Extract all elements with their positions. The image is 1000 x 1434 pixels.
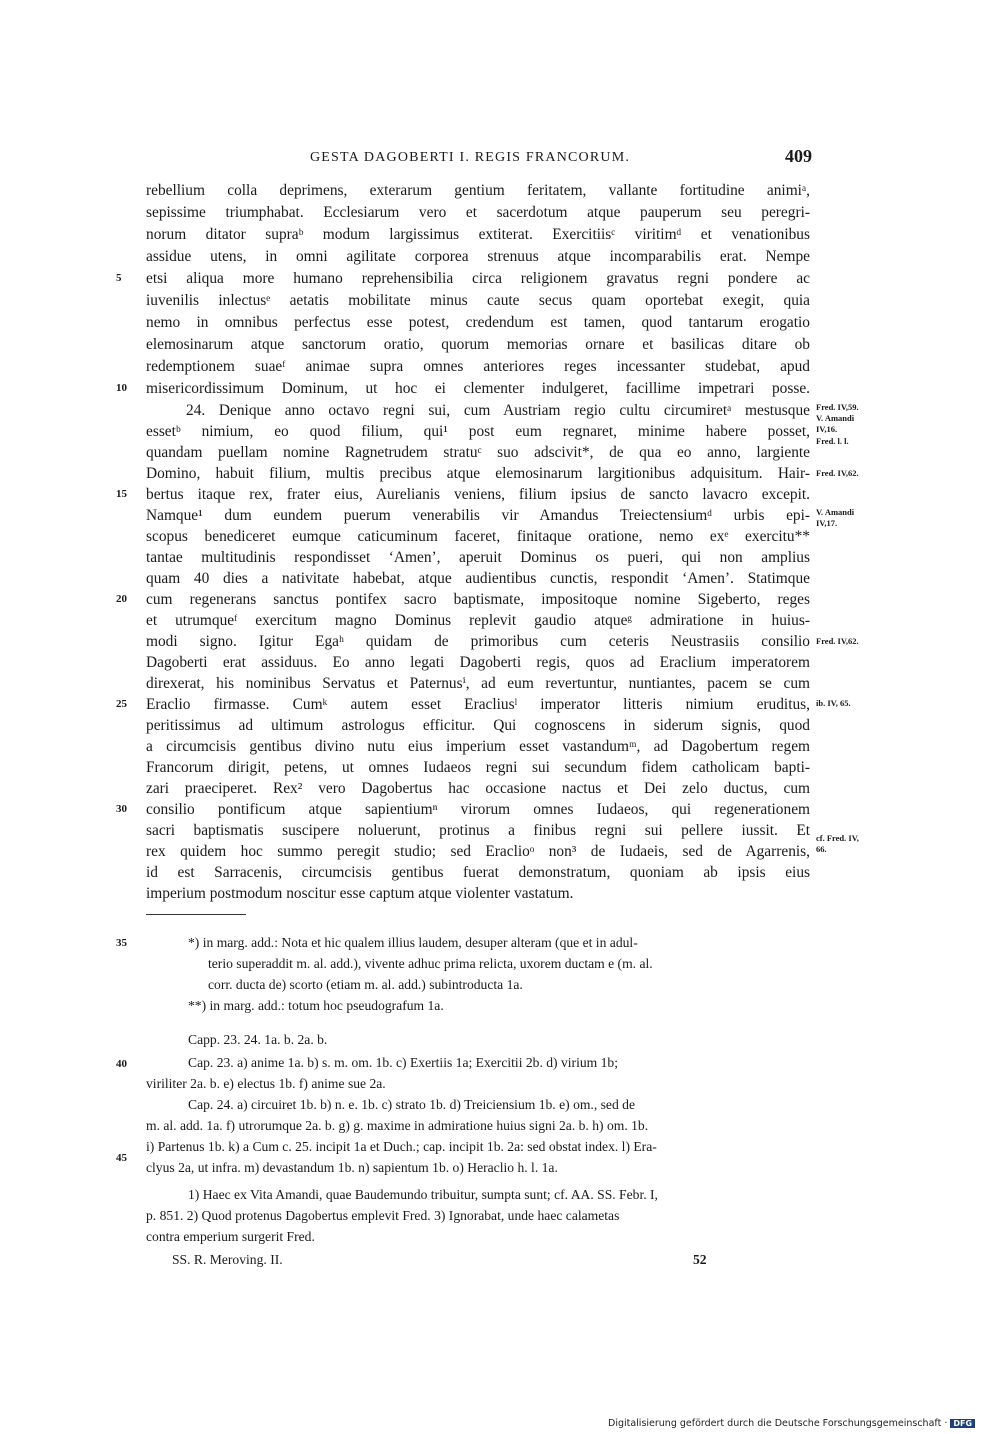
text-line: peritissimus ad ultimum astrologus efficitur. Qui cognoscens in siderum signis, quod xyxy=(146,717,810,734)
apparatus-line: i) Partenus 1b. k) a Cum c. 25. incipit 1a et Duch.; cap. incipit 1b. 2a: sed obstat index. l) Era- xyxy=(146,1139,657,1154)
line-number: 15 xyxy=(116,488,127,500)
footnote-line: *) in marg. add.: Nota et hic qualem illius laudem, desuper alteram (que et in adul- xyxy=(188,935,638,950)
text-line: bertus itaque rex, frater eius, Aurelianis veniens, filium ipsius de sancto lavacro excepit. xyxy=(146,486,810,503)
line-number: 35 xyxy=(116,937,127,949)
side-note: V. Amandi IV,17. xyxy=(816,507,855,528)
line-number: 30 xyxy=(116,803,127,815)
line-number: 10 xyxy=(116,382,127,394)
text-line: sepissime triumphabat. Ecclesiarum vero et sacerdotum atque pauperum seu peregri- xyxy=(146,204,810,221)
apparatus-line: viriliter 2a. b. e) electus 1b. f) anime sue 2a. xyxy=(146,1076,386,1091)
text-line: iuvenilis inlectusᵉ aetatis mobilitate minus caute secus quam oportebat exegit, quia xyxy=(146,292,810,309)
text-line: Domino, habuit filium, multis precibus atque elemosinarum largitionibus adquisitum. Hair- xyxy=(146,465,810,482)
side-note: cf. Fred. IV, 66. xyxy=(816,833,859,854)
collection-signature: SS. R. Meroving. II. xyxy=(172,1252,283,1267)
apparatus-line: clyus 2a, ut infra. m) devastandum 1b. n) sapientum 1b. o) Heraclio h. l. 1a. xyxy=(146,1160,558,1175)
footnote-line: terio superaddit m. al. add.), vivente adhuc prima relicta, uxorem ductam e (m. al. xyxy=(208,956,653,971)
source-note-line: contra emperium surgerit Fred. xyxy=(146,1229,315,1244)
side-note: Fred. IV,59. V. Amandi IV,16. xyxy=(816,402,859,434)
text-line: tantae multitudinis respondisset ‘Amen’, aperuit Dominus os pueri, qui non amplius xyxy=(146,549,810,566)
text-line: direxerat, his nominibus Servatus et Paternusⁱ, ad eum revertuntur, nuntiantes, pacem se cum xyxy=(146,675,810,692)
text-line: modi signo. Igitur Egaʰ quidam de primoribus cum ceteris Neustrasiis consilio xyxy=(146,633,810,650)
apparatus-line: Cap. 24. a) circuiret 1b. b) n. e. 1b. c) strato 1b. d) Treiciensium 1b. e) om., sed de xyxy=(188,1097,635,1112)
text-line: essetᵇ nimium, eo quod filium, qui¹ post eum regnaret, minime habere posset, xyxy=(146,423,810,440)
text-line: Dagoberti erat assiduus. Eo anno legati Dagoberti regis, quos ad Eraclium imperatorem xyxy=(146,654,810,671)
text-line: cum regenerans sanctus pontifex sacro baptismate, impositoque nomine Sigeberto, reges xyxy=(146,591,810,608)
text-line: 24. Denique anno octavo regni sui, cum Austriam regio cultu circumiretᵃ mestusque xyxy=(186,402,810,419)
apparatus-line: Cap. 23. a) anime 1a. b) s. m. om. 1b. c) Exertiis 1a; Exercitii 2b. d) virium 1b; xyxy=(188,1055,618,1070)
running-title: GESTA DAGOBERTI I. REGIS FRANCORUM. xyxy=(310,150,631,165)
footnote-line: **) in marg. add.: totum hoc pseudografum 1a. xyxy=(188,998,444,1013)
text-line: redemptionem suaeᶠ animae supra omnes anteriores reges incessanter studebat, apud xyxy=(146,358,810,375)
text-line: a circumcisis gentibus divino nutu eius imperium esset vastandumᵐ, ad Dagobertum regem xyxy=(146,738,810,755)
text-line: zari praeciperet. Rex² vero Dagobertus hac occasione nactus et Dei zelo ductus, cum xyxy=(146,780,810,797)
text-line: norum ditator supraᵇ modum largissimus extiterat. Exercitiisᶜ viritimᵈ et venationibus xyxy=(146,226,810,243)
text-line: Francorum dirigit, petens, ut omnes Iudaeos regni sui secundum fidem catholicam bapti- xyxy=(146,759,810,776)
text-line: consilio pontificum atque sapientiumⁿ virorum omnes Iudaeos, qui regenerationem xyxy=(146,801,810,818)
dfg-logo: DFG xyxy=(950,1419,975,1428)
sheet-number: 52 xyxy=(693,1252,707,1267)
footer-text: Digitalisierung gefördert durch die Deutsche Forschungsgemeinschaft · xyxy=(608,1418,948,1429)
text-line: etsi aliqua more humano reprehensibilia circa religionem gravatus regni pondere ac xyxy=(146,270,810,287)
line-number: 40 xyxy=(116,1058,127,1070)
source-note-line: 1) Haec ex Vita Amandi, quae Baudemundo tribuitur, sumpta sunt; cf. AA. SS. Febr. I, xyxy=(188,1187,658,1202)
text-line: misericordissimum Dominum, ut hoc ei clementer indulgeret, facillime impetrari posse. xyxy=(146,380,810,397)
line-number: 20 xyxy=(116,593,127,605)
line-number: 45 xyxy=(116,1152,127,1164)
side-note: Fred. l. l. xyxy=(816,436,849,446)
text-line: quandam puellam nomine Ragnetrudem stratuᶜ suo adscivit*, de qua eo anno, largiente xyxy=(146,444,810,461)
source-note-line: p. 851. 2) Quod protenus Dagobertus emplevit Fred. 3) Ignorabat, unde haec calametas xyxy=(146,1208,620,1223)
footnote-line: corr. ducta de) scorto (etiam m. al. add.) subintroducta 1a. xyxy=(208,977,523,992)
line-number: 25 xyxy=(116,698,127,710)
text-line: id est Sarracenis, circumcisis gentibus fuerat demonstratum, quoniam ab ipsis eius xyxy=(146,864,810,881)
text-line: rex quidem hoc summo peregit studio; sed Eraclioᵒ non³ de Iudaeis, sed de Agarrenis, xyxy=(146,843,810,860)
footnote-divider xyxy=(146,914,246,915)
text-line: elemosinarum atque sanctorum oratio, quorum memorias ornare et basilicas ditare ob xyxy=(146,336,810,353)
line-number: 5 xyxy=(116,272,122,284)
text-line: scopus benediceret eumque caticuminum faceret, finitaque oratione, nemo exᵉ exercitu** xyxy=(146,528,810,545)
apparatus-line: Capp. 23. 24. 1a. b. 2a. b. xyxy=(188,1032,328,1047)
side-note: Fred. IV,62. xyxy=(816,636,859,646)
text-line: Namque¹ dum eundem puerum venerabilis vir Amandus Treiectensiumᵈ urbis epi- xyxy=(146,507,810,524)
text-line: et utrumqueᶠ exercitum magno Dominus replevit gaudio atqueᵍ admiratione in huius- xyxy=(146,612,810,629)
side-note: ib. IV, 65. xyxy=(816,698,851,708)
text-line: assidue utens, in omni agilitate corporea strenuus atque incomparabilis erat. Nempe xyxy=(146,248,810,265)
text-line: Eraclio firmasse. Cumᵏ autem esset Eracliusˡ imperator litteris nimium eruditus, xyxy=(146,696,810,713)
apparatus-line: m. al. add. 1a. f) utrorumque 2a. b. g) g. maxime in admiratione huius signi 2a. b. h) om. 1b. xyxy=(146,1118,649,1133)
text-line: quam 40 dies a nativitate habebat, atque audientibus cunctis, respondit ‘Amen’. Statimque xyxy=(146,570,810,587)
text-line: imperium postmodum noscitur esse captum atque violenter vastatum. xyxy=(146,885,574,902)
text-line: nemo in omnibus perfectus esse potest, credendum est tamen, quod tantarum erogatio xyxy=(146,314,810,331)
page-number: 409 xyxy=(785,146,812,166)
side-note: Fred. IV,62. xyxy=(816,468,859,478)
text-line: sacri baptismatis suscipere noluerunt, protinus a finibus regni sui pellere iussit. Et xyxy=(146,822,810,839)
text-line: rebellium colla deprimens, exterarum gentium feritatem, vallante fortitudine animiᵃ, xyxy=(146,182,810,199)
digitization-footer xyxy=(608,1418,975,1429)
